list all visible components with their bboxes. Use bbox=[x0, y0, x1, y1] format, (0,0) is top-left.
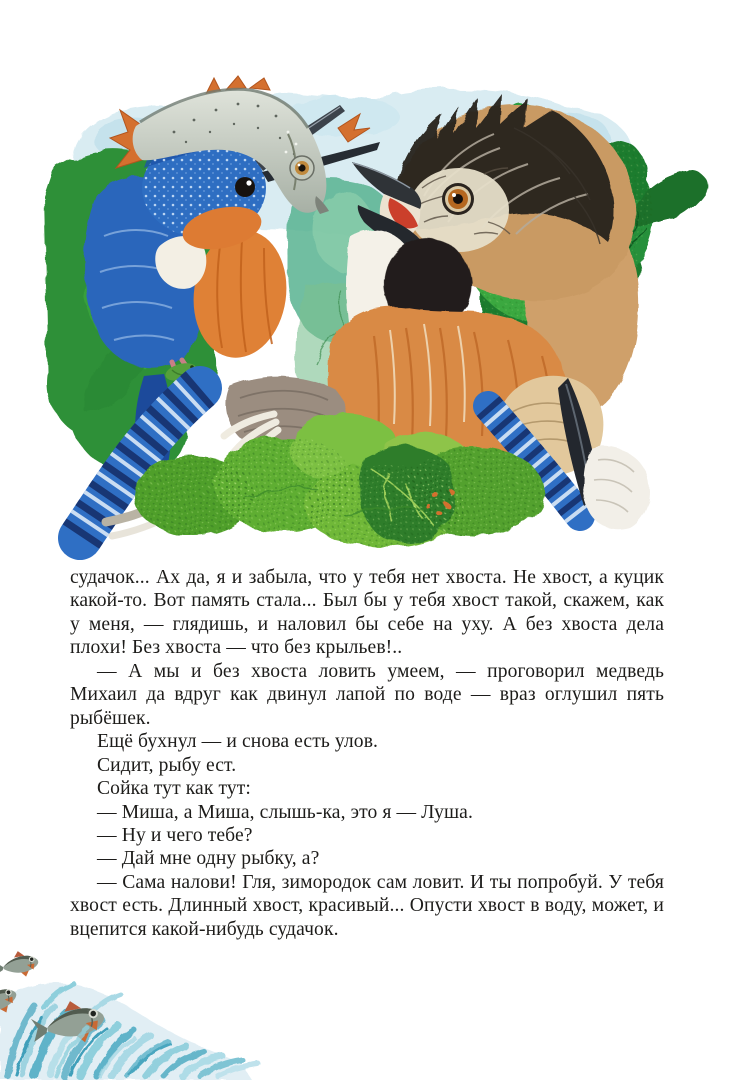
kingfisher-eye bbox=[235, 177, 255, 197]
story-paragraph: — Сама налови! Гля, зимородок сам ловит. И ты попробуй. У тебя хвост есть. Длинный хвост, красивый... Опусти хвост в воду, может, и вцепится какой-нибудь судачок. bbox=[70, 871, 664, 940]
jay-white-flank bbox=[584, 446, 649, 529]
story-text bbox=[70, 566, 664, 941]
wave-illustration bbox=[0, 948, 270, 1080]
jay-eye bbox=[442, 183, 474, 215]
wave-svg bbox=[0, 948, 270, 1080]
fish-eye bbox=[290, 156, 314, 180]
story-paragraph: Сойка тут как тут: bbox=[97, 778, 251, 800]
main-illustration bbox=[44, 76, 660, 548]
small-fish-1 bbox=[0, 948, 40, 982]
story-paragraph: — А мы и без хвоста ловить умеем, — проговорил медведь Михаил да вдруг как двинул лапой по воде — враз оглушил пять рыбёшек. bbox=[70, 660, 664, 729]
story-paragraph: Сидит, рыбу ест. bbox=[97, 754, 237, 776]
story-paragraph: Ещё бухнул — и снова есть улов. bbox=[97, 731, 379, 753]
story-paragraph: судачок... Ах да, я и забыла, что у тебя нет хвоста. Не хвост, а куцик какой-то. Вот память стала... Был бы у тебя хвост такой, скажем, как у меня, — глядишь, и наловил бы себе на уху. А без хвоста дела плохи! Без хвоста — что без крыльев!.. bbox=[70, 567, 664, 659]
story-paragraph: — Дай мне одну рыбку, а? bbox=[97, 848, 320, 870]
story-paragraph: — Ну и чего тебе? bbox=[97, 824, 253, 846]
birds-illustration-svg bbox=[44, 76, 660, 548]
story-paragraph: — Миша, а Миша, слышь-ка, это я — Луша. bbox=[97, 801, 473, 823]
